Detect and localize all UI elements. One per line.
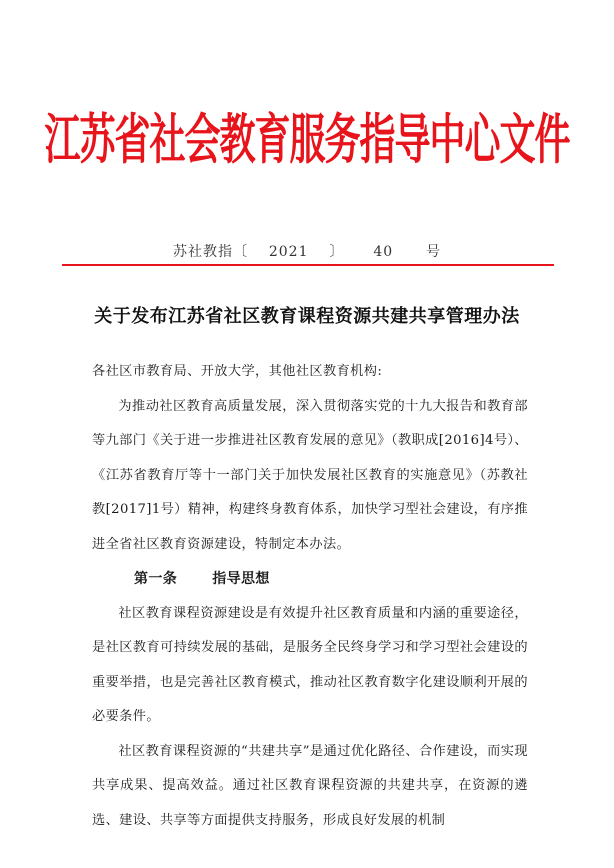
doc-number-value: 40 bbox=[373, 244, 394, 260]
paragraph-intro: 为推动社区教育高质量发展，深入贯彻落实党的十九大报告和教育部等九部门《关于进一步推进社区教育发展的意见》（教职成[2016]4号）、《江苏省教育厅等十一部门关于加快发展社区教育的实施意见》（苏教社教[2017]1号）精神，构建终身教育体系，加快学习型社会建设，有序推进全省社区教育资源建设，特制定本办法。 bbox=[92, 398, 528, 552]
paragraph-article1-a: 社区教育课程资源建设是有效提升社区教育质量和内涵的重要途径，是社区教育可持续发展的基础，是服务全民终身学习和学习型社会建设的重要举措，也是完善社区教育模式，推动社区教育数字化建设顺利开展的必要条件。 bbox=[92, 605, 528, 724]
document-title: 关于发布江苏省社区教育课程资源共建共享管理办法 bbox=[94, 306, 520, 327]
doc-number-prefix: 苏社教指〔 bbox=[172, 244, 248, 260]
article-number: 第一条 bbox=[134, 571, 178, 587]
article-heading bbox=[92, 562, 528, 597]
salutation: 各社区市教育局、开放大学，其他社区教育机构: bbox=[92, 364, 383, 379]
document-masthead: 江苏省社会教育服务指导中心文件 bbox=[44, 110, 570, 172]
article-title: 指导思想 bbox=[212, 571, 270, 587]
doc-number-suffix: 号 bbox=[426, 244, 442, 260]
document-body bbox=[92, 355, 528, 838]
paragraph-article1-b: 社区教育课程资源的“共建共享”是通过优化路径、合作建设，而实现共享成果、提高效益。通过社区教育课程资源的共建共享，在资源的遴选、建设、共享等方面提供支持服务，形成良好发展的机制 bbox=[92, 743, 528, 828]
doc-number-year: 2021 bbox=[268, 244, 309, 260]
document-number bbox=[0, 241, 614, 261]
red-divider-line bbox=[62, 264, 554, 266]
doc-number-close: 〕 bbox=[329, 244, 345, 260]
